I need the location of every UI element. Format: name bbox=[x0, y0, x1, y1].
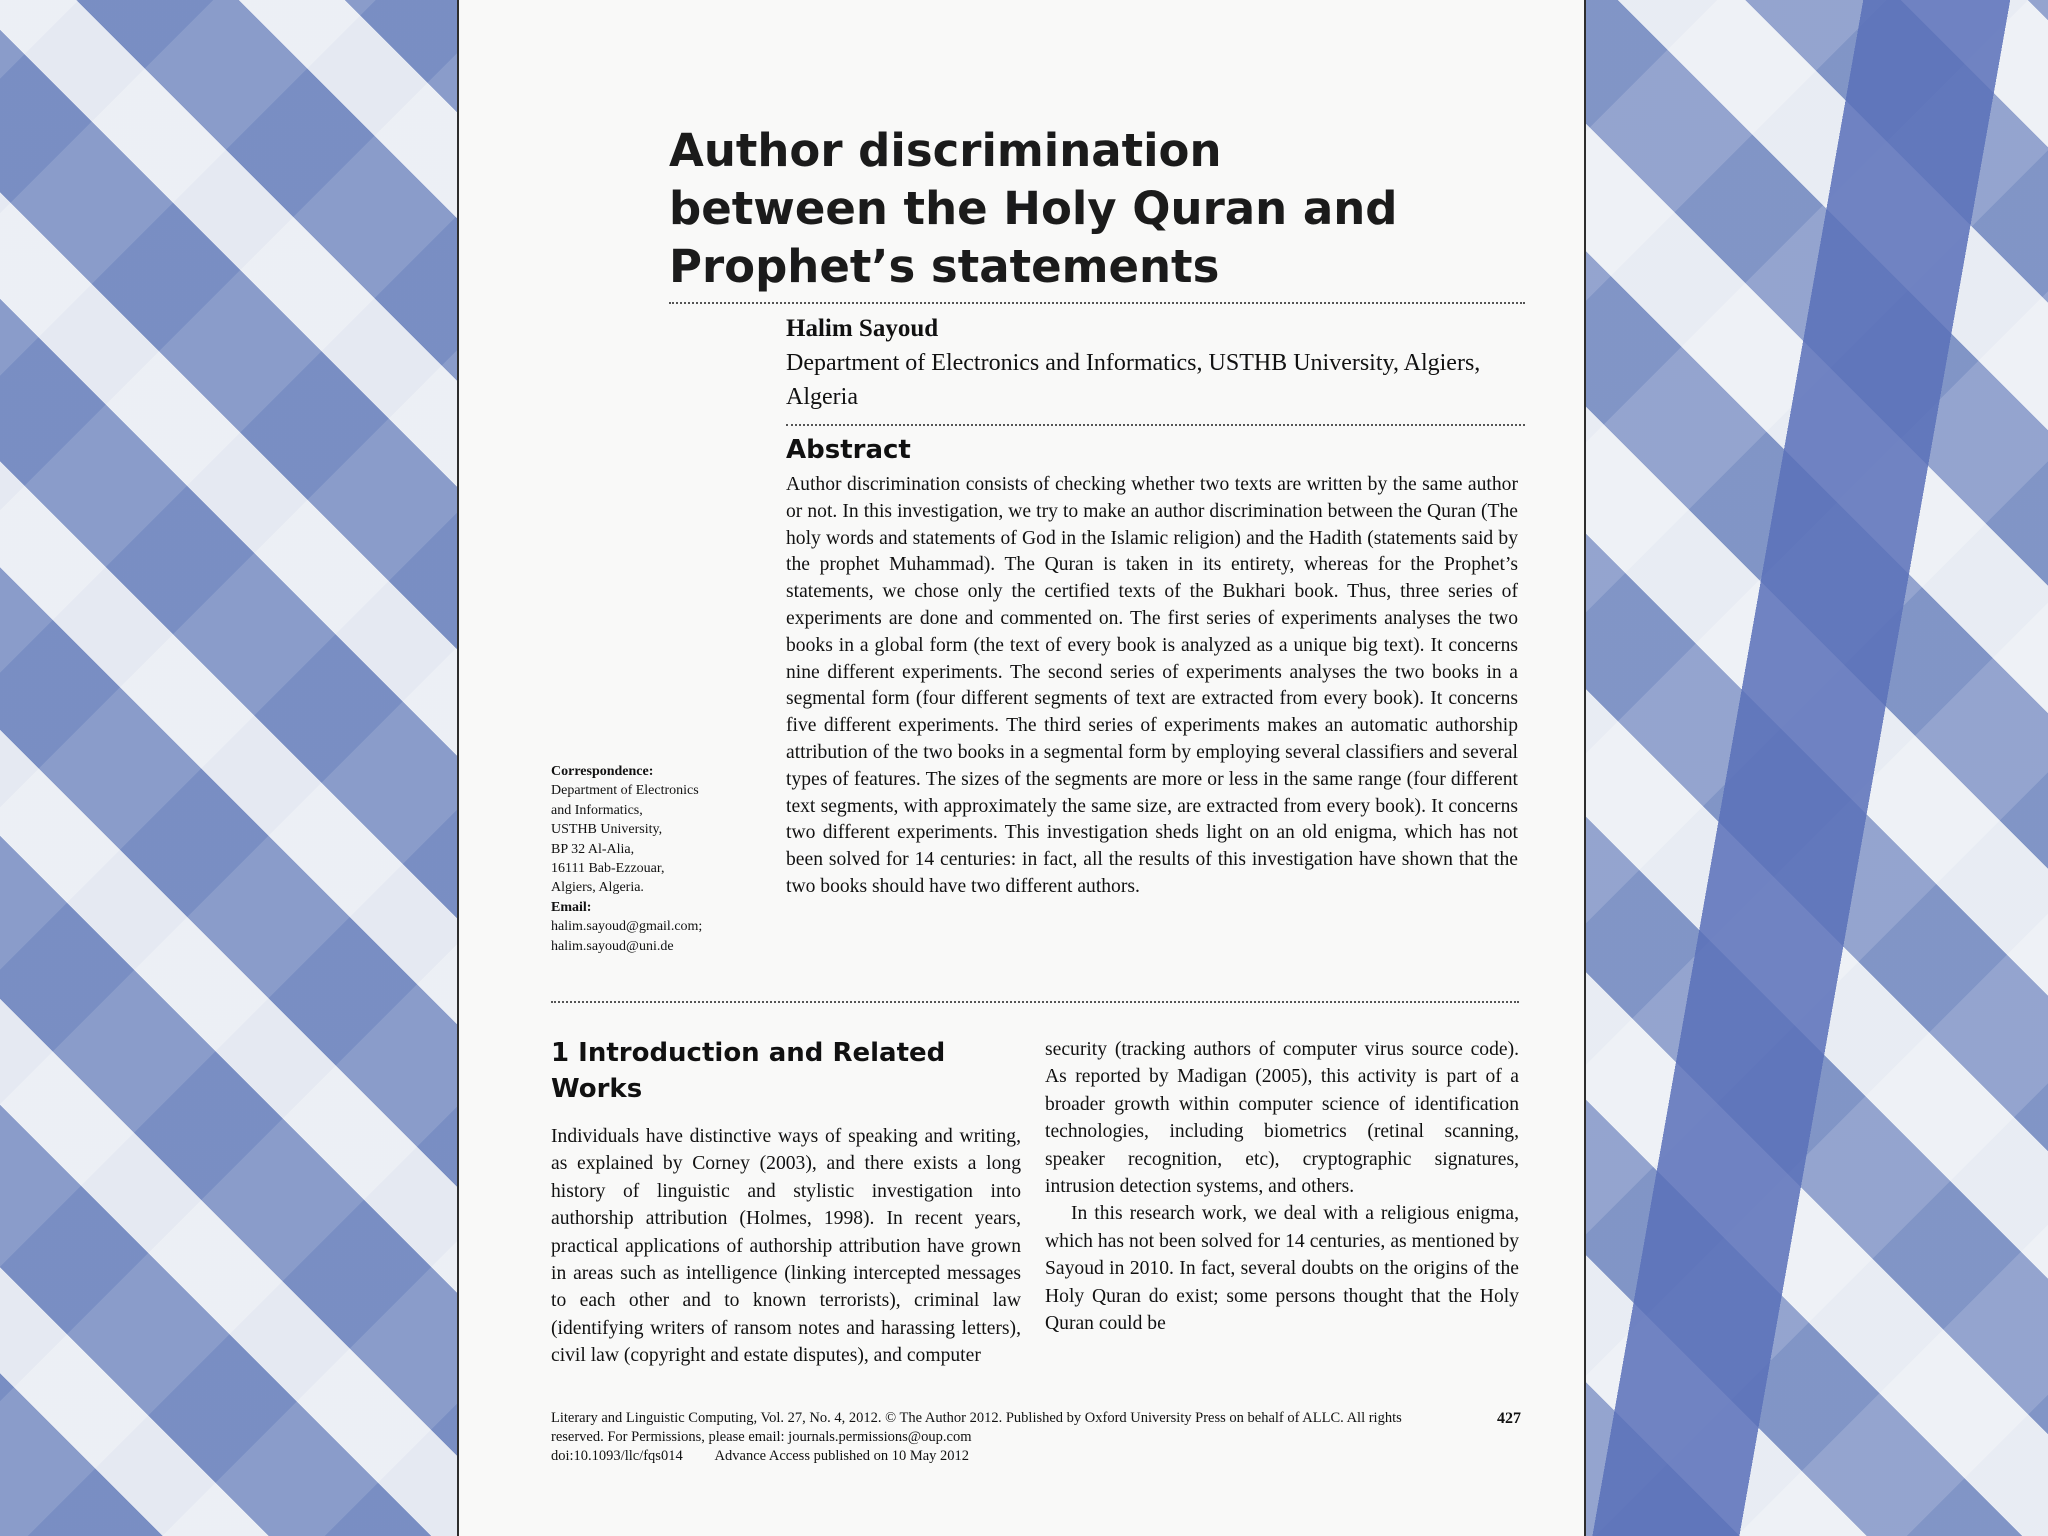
intro-paragraph: security (tracking authors of computer virus source code). As reported by Madigan (2005), this activity is part of a broader growth within computer science of identification technologies, including biometrics (retinal scanning, speaker recognition, etc), cryptographic signatures, intrusion detection systems, and others. bbox=[1045, 1039, 1519, 1198]
tiled-background-left bbox=[0, 0, 459, 1536]
tiled-background-right bbox=[1584, 0, 2048, 1536]
advance-access-note: Advance Access published on 10 May 2012 bbox=[714, 1448, 970, 1464]
intro-paragraph: In this research work, we deal with a religious enigma, which has not been solved for 14 centuries, as mentioned by Sayoud in 2010. In fact, several doubts on the origins of the Holy Quran do exist; some persons thought that the Holy Quran could be bbox=[1045, 1203, 1519, 1335]
page-number: 427 bbox=[1497, 1410, 1521, 1427]
paper-page bbox=[459, 0, 1584, 1536]
author-divider bbox=[786, 424, 1525, 426]
body-column-right bbox=[1045, 1036, 1519, 1337]
abstract-divider bbox=[551, 1001, 1519, 1003]
author-name: Halim Sayoud bbox=[786, 315, 939, 342]
doi: doi:10.1093/llc/fqs014 bbox=[551, 1448, 683, 1464]
author-affiliation: Department of Electronics and Informatics, USTHB University, Algiers, Algeria bbox=[786, 350, 1481, 410]
author-block bbox=[786, 312, 1526, 414]
correspondence-line: Algiers, Algeria. bbox=[551, 880, 644, 896]
email-address: halim.sayoud@gmail.com; bbox=[551, 919, 703, 935]
abstract-text: Author discrimination consists of checking whether two texts are written by the same author or not. In this investigation, we try to make an author discrimination between the Quran (The holy words and statements of God in the Islamic religion) and the Hadith (statements said by the prophet Muhammad). The Quran is taken in its entirety, whereas for the Prophet’s statements, we chose only the certified texts of the Bukhari book. Thus, three series of experiments are done and commented on. The first series of experiments analyses the two books in a global form (the text of every book is analyzed as a unique big text). It concerns nine different experiments. The second series of experiments analyses the two books in a segmental form (four different segments of text are extracted from every book). It concerns five different experiments. The third series of experiments makes an automatic authorship attribution of the two books in a segmental form by employing several classifiers and several types of features. The sizes of the segments are more or less in the same range (four different text segments, with approximately the same size, are extracted from every book). It concerns two different experiments. This investigation sheds light on an old enigma, which has not been solved for 14 centuries: in fact, all the results of this investigation have shown that the two books should have two different authors. bbox=[786, 474, 1518, 897]
intro-paragraph: Individuals have distinctive ways of speaking and writing, as explained by Corney (2003), and there exists a long history of linguistic and stylistic investigation into authorship attribution (Holmes, 1998). In recent years, practical applications of authorship attribution have grown in areas such as intelligence (linking intercepted messages to each other and to known terrorists), criminal law (identifying writers of ransom notes and harassing letters), civil law (copyright and estate disputes), and computer bbox=[551, 1126, 1021, 1367]
correspondence-line: and Informatics, bbox=[551, 802, 643, 818]
correspondence-block bbox=[551, 762, 751, 956]
correspondence-line: USTHB University, bbox=[551, 822, 663, 838]
paper-title: Author discrimination between the Holy Quran and Prophet’s statements bbox=[669, 124, 1398, 293]
email-label: Email: bbox=[551, 899, 592, 915]
correspondence-line: 16111 Bab-Ezzouar, bbox=[551, 861, 665, 877]
page-footer bbox=[551, 1409, 1521, 1466]
abstract-heading: Abstract bbox=[786, 435, 911, 465]
email-address: halim.sayoud@uni.de bbox=[551, 938, 674, 954]
correspondence-label: Correspondence: bbox=[551, 764, 654, 779]
journal-citation: Literary and Linguistic Computing, Vol. 27, No. 4, 2012. © The Author 2012. Published by Oxford University Press on behalf of ALLC. All rights reserved. For Permissions, please email: journals.permissions@oup.com bbox=[551, 1410, 1402, 1445]
title-divider bbox=[669, 302, 1525, 304]
correspondence-line: Department of Electronics bbox=[551, 783, 699, 799]
section-heading: 1 Introduction and Related Works bbox=[551, 1038, 946, 1104]
body-column-left bbox=[551, 1035, 1021, 1370]
correspondence-line: BP 32 Al-Alia, bbox=[551, 841, 635, 857]
